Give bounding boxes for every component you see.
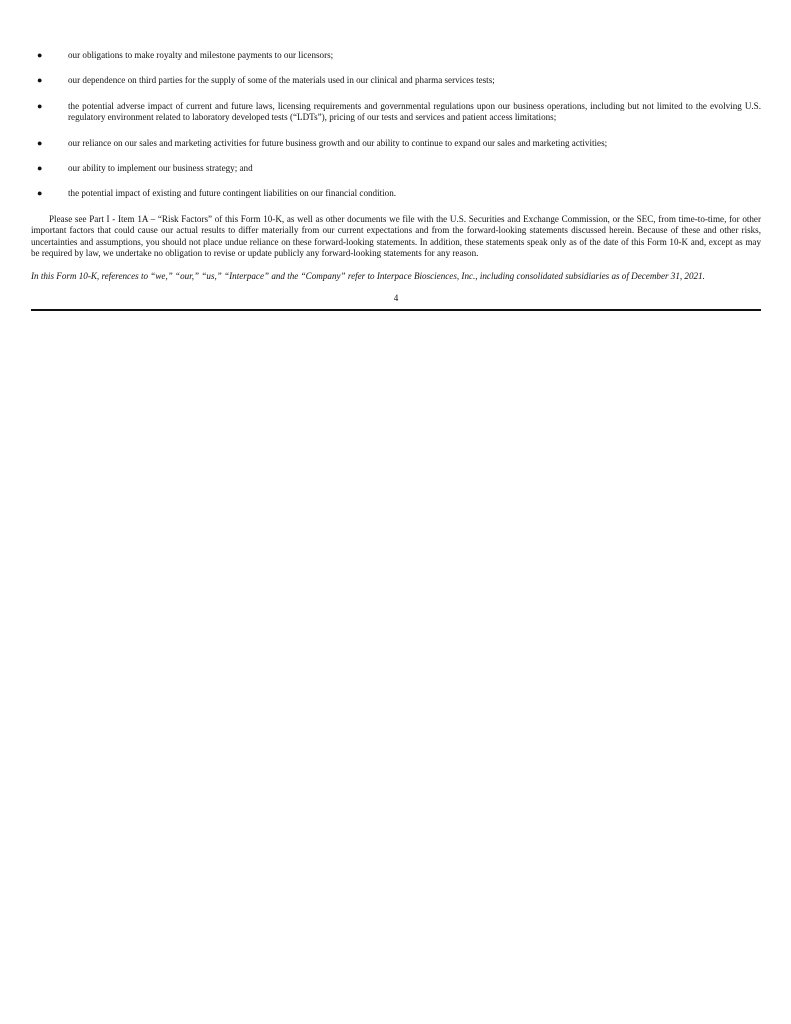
list-item-text: our reliance on our sales and marketing activities for future business growth and our ability to continue to expand our sales and marketing activities; [68, 137, 608, 148]
list-item-text: the potential impact of existing and future contingent liabilities on our financial condition. [68, 188, 397, 199]
bullet-icon: ● [37, 100, 43, 111]
list-item-text: our obligations to make royalty and milestone payments to our licensors; [68, 50, 334, 60]
definitions-note: In this Form 10-K, references to “we,” “our,” “us,” “Interpace” and the “Company” refer to Interpace Biosciences, Inc., including consolidated subsidiaries as of December 31, 2021. [31, 271, 705, 282]
bullet-icon: ● [37, 75, 43, 86]
risk-factors-paragraph: Please see Part I - Item 1A – “Risk Factors” of this Form 10-K, as well as other documents we file with the U.S. Securities and Exchange Commission, or the SEC, from time-to-time, for other important factors that could cause our actual results to differ materially from our current expectations and from the forward-looking statements discussed herein. Because of these and other risks, uncertainties and assumptions, you should not place undue reliance on these forward-looking statements. In addition, these statements speak only as of the date of this Form 10-K and, except as may be required by law, we undertake no obligation to revise or update publicly any forward-looking statements for any reason. [31, 213, 761, 259]
list-item [31, 188, 761, 199]
list-item-text: our ability to implement our business strategy; and [68, 163, 253, 174]
list-item [31, 163, 761, 174]
bullet-icon: ● [37, 163, 43, 174]
bullet-icon: ● [37, 50, 43, 60]
bullet-icon: ● [37, 188, 43, 199]
bullet-icon: ● [37, 137, 43, 148]
list-item-text: the potential adverse impact of current and future laws, licensing requirements and governmental regulations upon our business operations, including but not limited to the evolving U.S. regulatory environment related to laboratory developed tests (“LDTs”), pricing of our tests and services and patient access limitations; [68, 100, 761, 123]
list-item [31, 50, 761, 61]
page-number: 4 [393, 292, 399, 303]
list-item [31, 101, 761, 124]
list-item [31, 75, 761, 86]
document-page [31, 50, 761, 311]
list-item [31, 138, 761, 149]
list-item-text: our dependence on third parties for the supply of some of the materials used in our clinical and pharma services tests; [68, 75, 495, 86]
footer-divider [31, 309, 761, 311]
risk-factor-list [31, 50, 761, 200]
